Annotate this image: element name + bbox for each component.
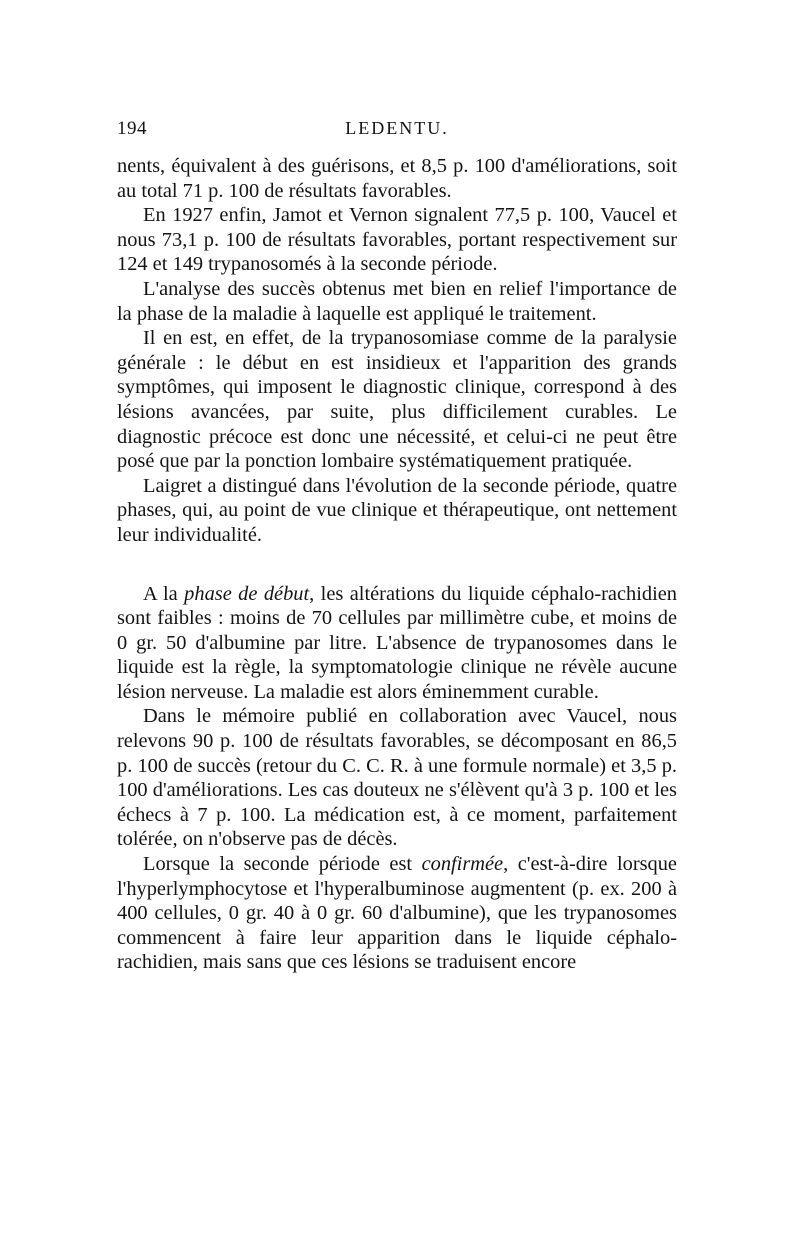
paragraph-analysis: L'analyse des succès obtenus met bien en relief l'importance de la phase de la maladie à laquelle est appliqué le traitement. xyxy=(117,277,677,325)
paragraph-continuation: nents, équivalent à des guérisons, et 8,5 p. 100 d'améliorations, soit au total 71 p. 100 de résultats favorables. xyxy=(117,155,677,202)
italic-term: confirmée xyxy=(421,853,504,876)
paragraph-results-1927: En 1927 enfin, Jamot et Vernon signalent 77,5 p. 100, Vaucel et nous 73,1 p. 100 de résultats favorables, portant respectivement sur 124 et 149 trypanosomés à la seconde période. xyxy=(117,204,677,276)
paragraph-four-phases: Laigret a distingué dans l'évolution de la seconde période, quatre phases, qui, au point de vue clinique et thérapeutique, ont nettement leur individualité. xyxy=(117,474,677,546)
paragraph-confirmed-phase xyxy=(117,852,677,975)
text-run: , les altérations du liquide céphalo-rachidien sont faibles : moins de 70 cellules par millimètre cube, et moins de 0 gr. 50 d'albumine par litre. L'absence de trypanosomes dans le liquide est la règle, la symptomatologie clinique ne révèle aucune lésion nerveuse. La maladie est alors éminemment curable. xyxy=(117,582,677,703)
body-text xyxy=(117,154,677,975)
running-head: LEDENTU. xyxy=(345,118,449,138)
text-run: A la xyxy=(143,582,185,605)
paragraph-paralysis-comparison: Il en est, en effet, de la trypanosomiase comme de la paralysie générale : le début en est insidieux et l'apparition des grands symptômes, qui imposent le diagnostic clinique, correspond à des lésions avancées, par suite, plus difficilement curables. Le diagnostic précoce est donc une nécessité, et celui-ci ne peut être posé que par la ponction lombaire systématiquement pratiquée. xyxy=(117,327,677,473)
text-run: Lorsque la seconde période est xyxy=(143,853,422,876)
italic-term: phase de début xyxy=(184,582,310,605)
paragraph-early-phase xyxy=(117,582,677,705)
page-header xyxy=(117,118,677,144)
text-run: , c'est-à-dire lorsque l'hyperlymphocytose et l'hyperalbuminose augmentent (p. ex. 200 à 400 cellules, 0 gr. 40 à 0 gr. 60 d'albumine), que les trypanosomes commencent à faire leur apparition dans le liquide céphalo-rachidien, mais sans que ces lésions se traduisent encore xyxy=(117,853,677,974)
paragraph-memoir-results: Dans le mémoire publié en collaboration avec Vaucel, nous relevons 90 p. 100 de résultats favorables, se décomposant en 86,5 p. 100 de succès (retour du C. C. R. à une formule normale) et 3,5 p. 100 d'améliorations. Les cas douteux ne s'élèvent qu'à 3 p. 100 et les échecs à 7 p. 100. La médication est, à ce moment, parfaitement tolérée, on n'observe pas de décès. xyxy=(117,705,677,851)
page-number: 194 xyxy=(117,118,147,139)
